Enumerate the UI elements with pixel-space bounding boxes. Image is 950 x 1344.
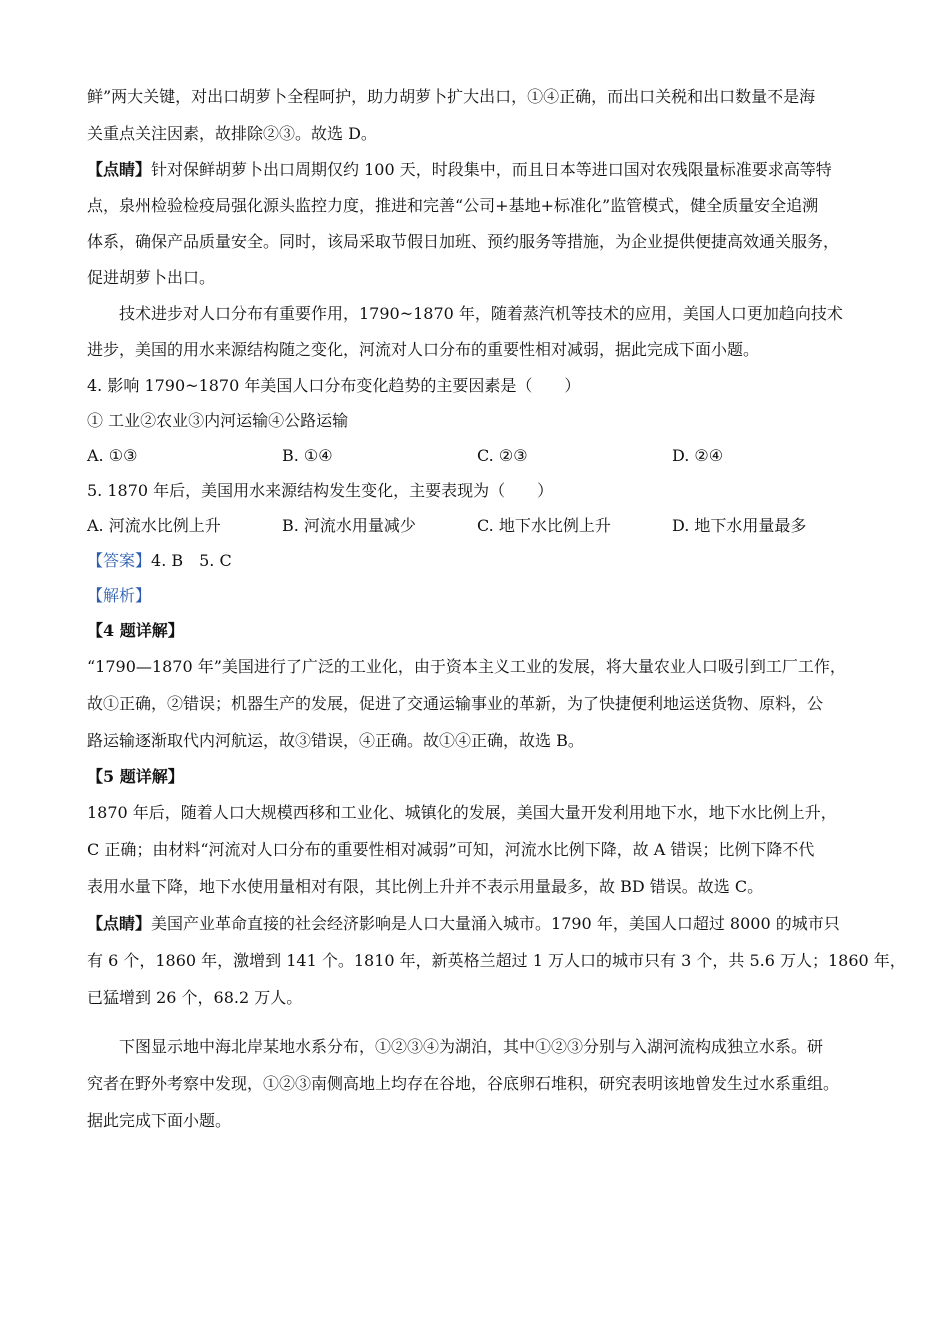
option-d: D. 地下水用量最多: [672, 516, 807, 535]
option-b: B. 河流水用量减少: [282, 516, 416, 535]
question-5-options: [87, 508, 867, 543]
text-line: 技术进步对人口分布有重要作用，1790~1870 年，随着蒸汽机等技术的应用，美国人口更加趋向技术: [119, 304, 843, 323]
option-b: B. ①④: [282, 446, 333, 465]
text-line: 已猛增到 26 个，68.2 万人。: [87, 988, 303, 1007]
text-line: 体系，确保产品质量安全。同时，该局采取节假日加班、预约服务等措施，为企业提供便捷高效通关服务，: [87, 232, 840, 251]
answer-line: [87, 543, 867, 578]
text-span: 美国产业革命直接的社会经济影响是人口大量涌入城市。1790 年，美国人口超过 8000 的城市只: [151, 914, 840, 933]
text-line: 关重点关注因素，故排除②③。故选 D。: [87, 124, 377, 143]
option-a: A. 河流水比例上升: [87, 516, 221, 535]
detail-4-tag: 【4 题详解】: [87, 621, 184, 640]
text-line: [87, 152, 867, 188]
option-c: C. ②③: [477, 446, 528, 465]
text-line: 路运输逐渐取代内河航运，故③错误，④正确。故①④正确，故选 B。: [87, 731, 584, 750]
question-4: 4. 影响 1790~1870 年美国人口分布变化趋势的主要因素是（ ）: [87, 376, 581, 395]
answer-text: 4. B 5. C: [151, 551, 232, 570]
text-line: 据此完成下面小题。: [87, 1111, 232, 1130]
option-d: D. ②④: [672, 446, 724, 465]
text-line: [87, 905, 867, 942]
question-4-items: ① 工业②农业③内河运输④公路运输: [87, 411, 349, 430]
document-page: [87, 78, 906, 1139]
detail-5-tag: 【5 题详解】: [87, 767, 184, 786]
text-span: 针对保鲜胡萝卜出口周期仅约 100 天，时段集中，而且日本等进口国对农残限量标准要求高等特: [151, 160, 832, 179]
answer-tag: 【答案】: [87, 551, 152, 570]
text-line: 究者在野外考察中发现，①②③南侧高地上均存在谷地，谷底卵石堆积，研究表明该地曾发生过水系重组。: [87, 1074, 840, 1093]
analysis-tag: 【解析】: [87, 586, 152, 605]
text-line: 下图显示地中海北岸某地水系分布，①②③④为湖泊，其中①②③分别与入湖河流构成独立水系。研: [119, 1037, 824, 1056]
text-line: 促进胡萝卜出口。: [87, 268, 216, 287]
text-line: 有 6 个，1860 年，激增到 141 个。1810 年，新英格兰超过 1 万人口的城市只有 3 个，共 5.6 万人；1860 年，: [87, 951, 906, 970]
text-line: C 正确；由材料“河流对人口分布的重要性相对减弱”可知，河流水比例下降，故 A 错误；比例下降不代: [87, 840, 815, 859]
question-4-options: [87, 438, 867, 473]
text-line: “1790—1870 年”美国进行了广泛的工业化，由于资本主义工业的发展，将大量农业人口吸引到工厂工作，: [87, 657, 846, 676]
text-line: 故①正确，②错误；机器生产的发展，促进了交通运输事业的革新，为了快捷便利地运送货物、原料，公: [87, 694, 824, 713]
option-c: C. 地下水比例上升: [477, 516, 611, 535]
text-line: 表用水量下降，地下水使用量相对有限，其比例上升并不表示用量最多，故 BD 错误。故选 C。: [87, 877, 764, 896]
text-line: 进步，美国的用水来源结构随之变化，河流对人口分布的重要性相对减弱，据此完成下面小题。: [87, 340, 760, 359]
text-line: 点，泉州检验检疫局强化源头监控力度，推进和完善“公司+基地+标准化”监管模式，健全质量安全追溯: [87, 196, 819, 215]
question-5: 5. 1870 年后，美国用水来源结构发生变化，主要表现为（ ）: [87, 481, 554, 500]
spacer: [87, 1016, 867, 1028]
dianjing-tag: 【点睛】: [87, 914, 152, 933]
text-line: 1870 年后，随着人口大规模西移和工业化、城镇化的发展，美国大量开发利用地下水，地下水比例上升，: [87, 803, 837, 822]
text-line: 鲜”两大关键，对出口胡萝卜全程呵护，助力胡萝卜扩大出口，①④正确，而出口关税和出口数量不是海: [87, 87, 816, 106]
dianjing-tag: 【点睛】: [87, 160, 152, 179]
option-a: A. ①③: [87, 446, 138, 465]
